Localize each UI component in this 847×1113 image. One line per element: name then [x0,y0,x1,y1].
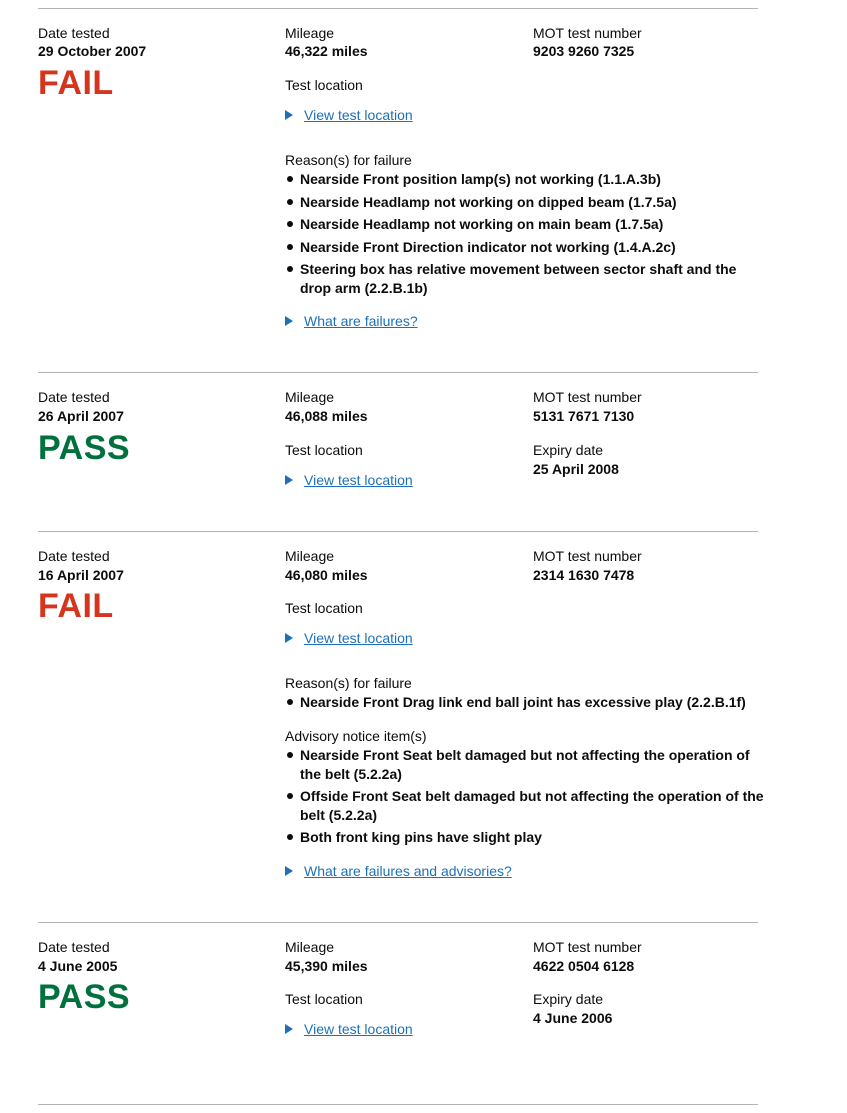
test-location-label: Test location [285,442,363,458]
failure-item: Nearside Front Direction indicator not working (1.4.A.2c) [285,238,765,257]
what-are-failures-link[interactable] [285,312,418,330]
section-divider [38,372,758,373]
date-tested-value: 16 April 2007 [38,567,124,583]
disclosure-triangle-icon [285,316,293,326]
mileage-label: Mileage [285,939,335,955]
view-test-location-text: View test location [304,1021,413,1037]
date-tested-label: Date tested [38,939,110,955]
disclosure-triangle-icon [285,110,293,120]
advisory-item: Offside Front Seat belt damaged but not affecting the operation of the belt (5.2.2a) [285,787,765,824]
test-location-label: Test location [285,991,363,1007]
test-result-badge: PASS [38,429,131,467]
mot-test-number-value: 9203 9260 7325 [533,43,635,59]
mot-test-number-label: MOT test number [533,25,642,41]
view-test-location-link[interactable] [285,1020,413,1038]
mot-test-number-value: 4622 0504 6128 [533,958,635,974]
reasons-for-failure-label: Reason(s) for failure [285,675,412,691]
date-tested-label: Date tested [38,548,110,564]
advisory-item: Nearside Front Seat belt damaged but not affecting the operation of the belt (5.2.2a) [285,746,765,783]
mileage-label: Mileage [285,548,335,564]
advisory-item: Both front king pins have slight play [285,828,765,847]
view-test-location-link[interactable] [285,471,413,489]
failure-item: Nearside Headlamp not working on main beam (1.7.5a) [285,215,765,234]
date-tested-value: 26 April 2007 [38,408,124,424]
test-result-badge: FAIL [38,587,114,625]
disclosure-triangle-icon [285,633,293,643]
view-test-location-link[interactable] [285,629,413,647]
mot-test-number-label: MOT test number [533,548,642,564]
test-location-label: Test location [285,600,363,616]
expiry-date-label: Expiry date [533,991,604,1007]
failure-item: Nearside Front position lamp(s) not working (1.1.A.3b) [285,170,765,189]
mileage-value: 46,322 miles [285,43,368,59]
mot-test-number-label: MOT test number [533,389,642,405]
disclosure-triangle-icon [285,475,293,485]
mileage-value: 46,088 miles [285,408,368,424]
what-are-failures-and-advisories-text: What are failures and advisories? [304,863,512,879]
expiry-date-value: 4 June 2006 [533,1010,613,1026]
date-tested-value: 4 June 2005 [38,958,118,974]
failure-list [285,693,765,716]
what-are-failures-and-advisories-link[interactable] [285,862,512,880]
mileage-label: Mileage [285,25,335,41]
advisory-list [285,746,765,851]
section-divider [38,922,758,923]
failure-item: Nearside Headlamp not working on dipped beam (1.7.5a) [285,193,765,212]
section-divider [38,8,758,9]
view-test-location-link[interactable] [285,106,413,124]
section-divider [38,531,758,532]
mileage-value: 46,080 miles [285,567,368,583]
date-tested-label: Date tested [38,389,110,405]
expiry-date-label: Expiry date [533,442,604,458]
date-tested-label: Date tested [38,25,110,41]
mot-test-number-value: 5131 7671 7130 [533,408,635,424]
view-test-location-text: View test location [304,107,413,123]
mileage-label: Mileage [285,389,335,405]
view-test-location-text: View test location [304,630,413,646]
mot-test-number-value: 2314 1630 7478 [533,567,635,583]
section-divider [38,1104,758,1105]
disclosure-triangle-icon [285,1024,293,1034]
failure-list [285,170,765,301]
advisory-items-label: Advisory notice item(s) [285,728,427,744]
test-location-label: Test location [285,77,363,93]
mileage-value: 45,390 miles [285,958,368,974]
date-tested-value: 29 October 2007 [38,43,147,59]
test-result-badge: FAIL [38,64,114,102]
disclosure-triangle-icon [285,866,293,876]
what-are-failures-text: What are failures? [304,313,418,329]
mot-test-number-label: MOT test number [533,939,642,955]
expiry-date-value: 25 April 2008 [533,461,619,477]
test-result-badge: PASS [38,978,131,1016]
failure-item: Nearside Front Drag link end ball joint has excessive play (2.2.B.1f) [285,693,765,712]
failure-item: Steering box has relative movement between sector shaft and the drop arm (2.2.B.1b) [285,260,765,297]
view-test-location-text: View test location [304,472,413,488]
reasons-for-failure-label: Reason(s) for failure [285,152,412,168]
